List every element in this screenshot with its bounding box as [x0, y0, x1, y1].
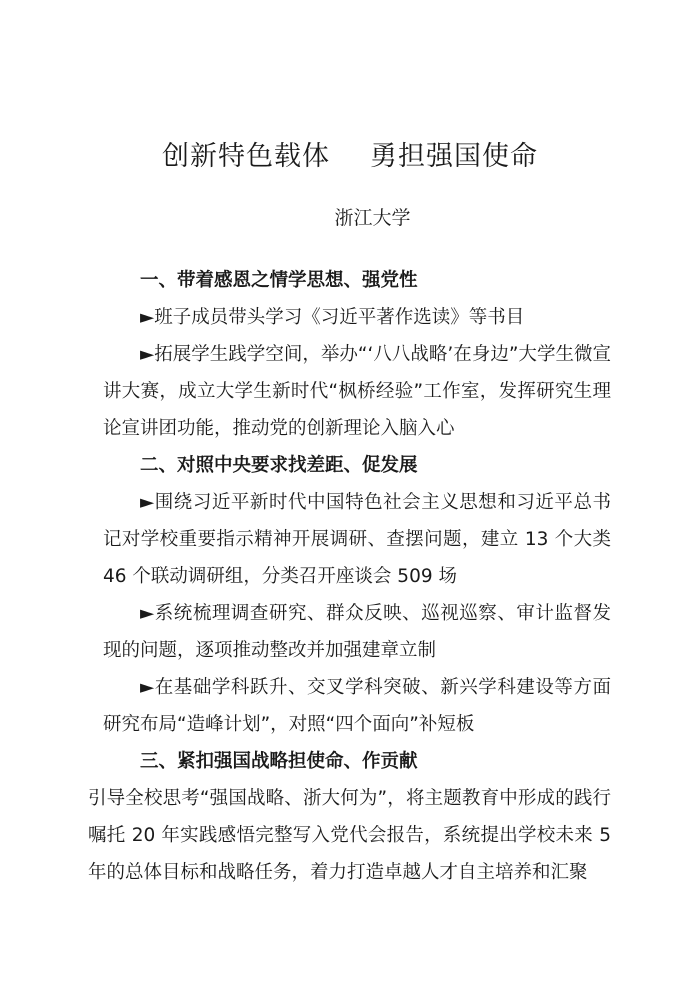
section-heading-2: 二、对照中央要求找差距、促发展: [140, 455, 418, 476]
document-body: [88, 262, 611, 891]
document-title: [0, 134, 700, 173]
bullet-item: ►班子成员带头学习《习近平著作选读》等书目: [140, 307, 525, 328]
bullet-item: ►系统梳理调查研究、群众反映、巡视巡察、审计监督发现的问题，逐项推动整改并加强建章立制: [103, 603, 611, 661]
title-part-2: 勇担强国使命: [370, 141, 538, 172]
bullet-item: ►拓展学生践学空间，举办“‘八八战略’在身边”大学生微宣讲大赛，成立大学生新时代“枫桥经验”工作室，发挥研究生理论宣讲团功能，推动党的创新理论入脑入心: [103, 344, 611, 439]
section-heading-3: 三、紧扣强国战略担使命、作贡献: [140, 751, 418, 772]
body-paragraph: 引导全校思考“强国战略、浙大何为”，将主题教育中形成的践行嘱托 20 年实践感悟完整写入党代会报告，系统提出学校未来 5 年的总体目标和战略任务，着力打造卓越人才自主培养和汇聚: [88, 788, 611, 883]
bullet-item: ►围绕习近平新时代中国特色社会主义思想和习近平总书记对学校重要指示精神开展调研、查摆问题，建立 13 个大类 46 个联动调研组，分类召开座谈会 509 场: [103, 492, 611, 587]
author-line: 浙江大学: [334, 207, 411, 229]
section-heading-1: 一、带着感恩之情学思想、强党性: [140, 270, 418, 291]
title-part-1: 创新特色载体: [162, 141, 330, 172]
bullet-item: ►在基础学科跃升、交叉学科突破、新兴学科建设等方面研究布局“造峰计划”，对照“四个面向”补短板: [103, 677, 611, 735]
